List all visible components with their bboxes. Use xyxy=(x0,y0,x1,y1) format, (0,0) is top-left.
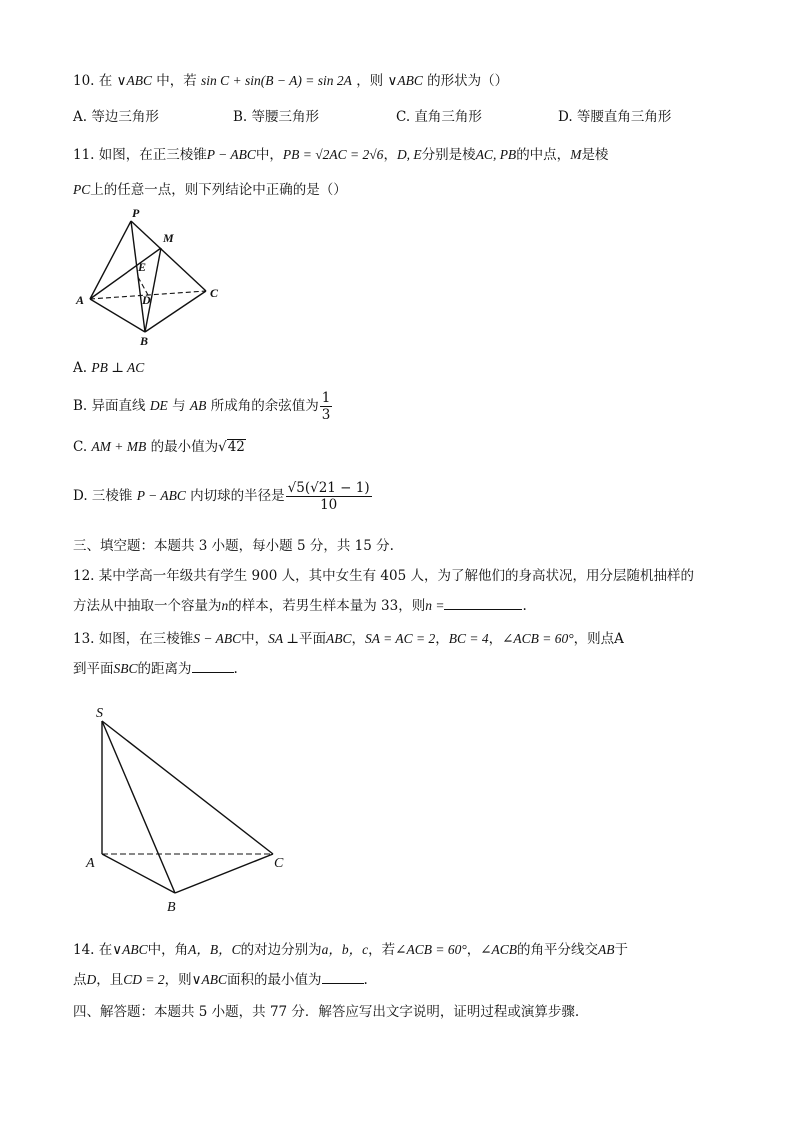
edge-pa xyxy=(90,221,131,299)
segment-mb xyxy=(145,248,161,332)
q10-stem: 10. 在 ∨ABC 中，若 sin C + sin(B − A) = sin 2A ，则 ∨ABC 的形状为（） xyxy=(73,73,509,89)
edge-sb xyxy=(102,721,175,893)
q12-line1: 12. 某中学高一年级共有学生 900 人，其中女生有 405 人，为了解他们的身高状况，用分层随机抽样的 xyxy=(73,568,694,584)
label-a: A xyxy=(86,856,95,871)
edge-bc xyxy=(145,291,206,332)
label-p: P xyxy=(132,206,140,220)
q10-option-b: B. 等腰三角形 xyxy=(233,109,320,125)
q13-answer-blank[interactable] xyxy=(192,660,234,673)
edge-ab xyxy=(90,299,145,332)
label-m: M xyxy=(163,231,174,245)
q12-answer-blank[interactable] xyxy=(444,597,522,610)
q12-line2: 方法从中抽取一个容量为n的样本，若男生样本量为 33，则n = . xyxy=(73,598,527,614)
fraction-inradius: $\frac{√5(√21 - 1)}{10}$ xyxy=(287,480,370,513)
q11-option-d: D. 三棱锥 P − ABC 内切球的半径是 $\frac{√5(√21 - 1)}{10}$ xyxy=(73,480,370,513)
q14-answer-blank[interactable] xyxy=(322,971,364,984)
label-b: B xyxy=(167,900,176,915)
q11-option-a: A. PB ⊥ AC xyxy=(73,360,145,376)
triangle-symbol: ∨ xyxy=(116,73,127,89)
q11-pyramid-figure xyxy=(72,205,232,350)
q13-line1: 13. 如图，在三棱锥S − ABC中，SA ⊥平面ABC，SA = AC = 2，BC = 4，∠ACB = 60°，则点A xyxy=(73,631,624,647)
edge-pb xyxy=(131,221,145,332)
q10-option-a: A. 等边三角形 xyxy=(73,109,159,125)
section-3-heading: 三、填空题：本题共 3 小题，每小题 5 分，共 15 分. xyxy=(73,538,394,554)
label-e: E xyxy=(138,260,147,274)
label-s: S xyxy=(96,706,103,721)
label-c: C xyxy=(210,286,219,300)
edge-sc xyxy=(102,721,273,854)
label-b: B xyxy=(140,334,149,348)
q14-line1: 14. 在∨ABC中，角A，B，C的对边分别为a，b，c，若∠ACB = 60°，∠ACB的角平分线交AB于 xyxy=(73,942,629,958)
q11-option-b: B. 异面直线 DE 与 AB 所成角的余弦值为 $\frac{1}{3}$ xyxy=(73,390,331,423)
label-c: C xyxy=(274,856,284,871)
label-d: D xyxy=(142,293,151,307)
q14-line2: 点D，且CD = 2，则∨ABC面积的最小值为 . xyxy=(73,972,368,988)
q13-tetrahedron-figure xyxy=(80,700,295,920)
edge-bc xyxy=(175,854,273,893)
section-4-heading: 四、解答题：本题共 5 小题，共 77 分．解答应写出文字说明，证明过程或演算步骤. xyxy=(73,1004,580,1020)
q11-stem-line1: 11. 如图，在正三棱锥P − ABC中，PB = √2AC = 2√6，D, E分别是棱AC, PB的中点，M是棱 xyxy=(73,147,609,163)
q13-line2: 到平面SBC的距离为 . xyxy=(73,661,238,677)
q11-option-c: C. AM + MB 的最小值为√42 xyxy=(73,439,245,455)
label-a: A xyxy=(76,293,85,307)
edge-ab xyxy=(102,854,175,893)
q10-option-c: C. 直角三角形 xyxy=(396,109,482,125)
q10-equation: sin C + sin(B − A) = sin 2A xyxy=(201,73,352,88)
q10-option-d: D. 等腰直角三角形 xyxy=(558,109,672,125)
q11-stem-line2: PC上的任意一点，则下列结论中正确的是（） xyxy=(73,182,347,198)
fraction-one-third: $\frac{1}{3}$ xyxy=(321,390,331,423)
segment-am xyxy=(90,248,161,299)
